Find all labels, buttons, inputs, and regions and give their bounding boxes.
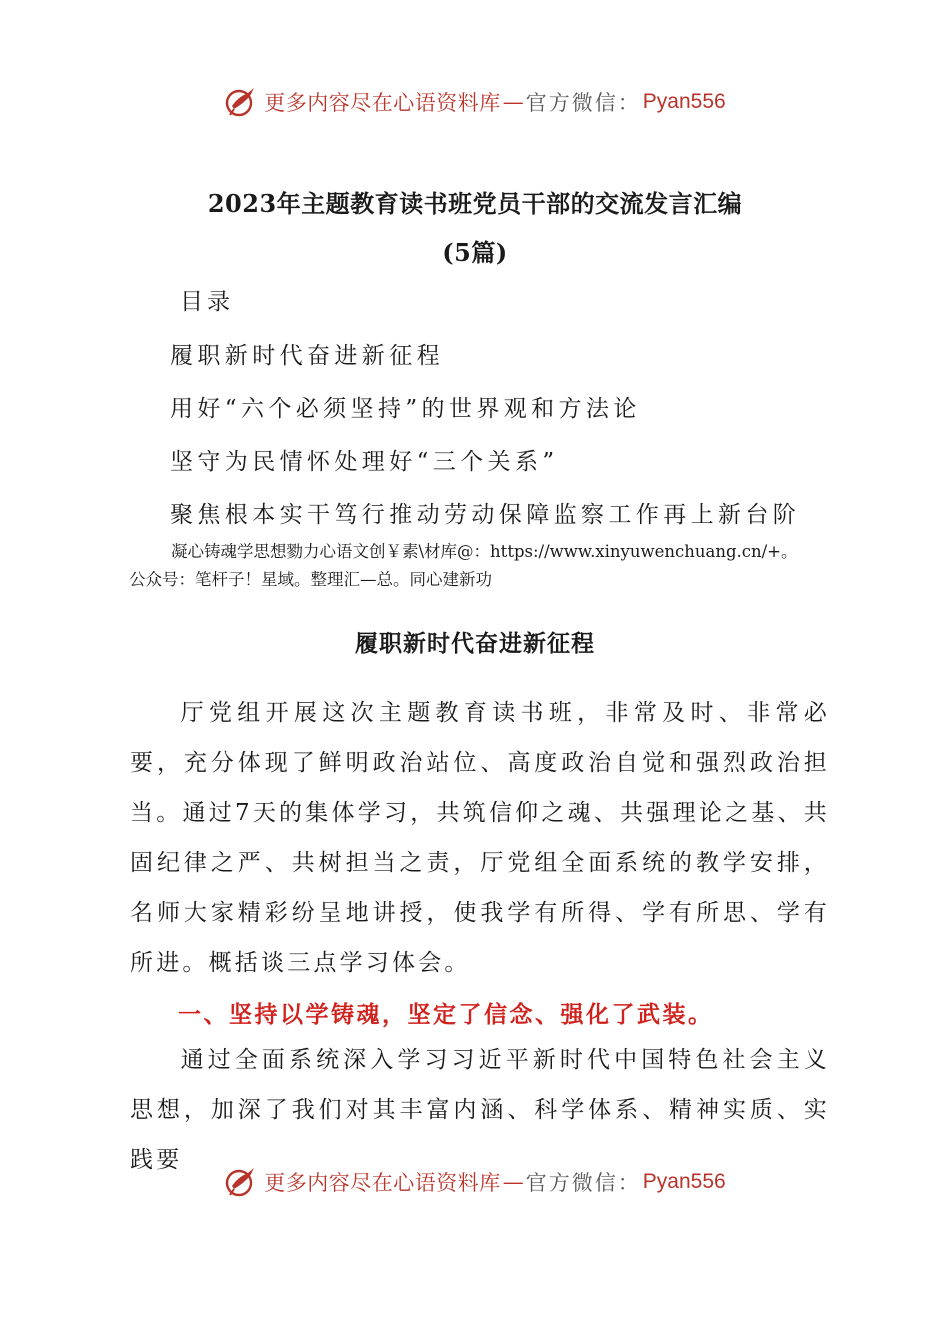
- footer-banner: [0, 1160, 950, 1204]
- section-title: 履职新时代奋进新征程: [355, 630, 595, 657]
- banner-wechat-id: Pyan556: [642, 1170, 726, 1193]
- body-paragraph: 通过全面系统深入学习习近平新时代中国特色社会主义思想，加深了我们对其丰富内涵、科学体系、精神实质、实践要: [130, 1047, 830, 1173]
- toc-item: 履职新时代奋进新征程: [170, 343, 444, 369]
- quill-seal-icon: [224, 1165, 258, 1199]
- toc-item: 聚焦根本实干笃行推动劳动保障监察工作再上新台阶: [170, 502, 801, 528]
- body-paragraph: 厅党组开展这次主题教育读书班，非常及时、非常必要，充分体现了鲜明政治站位、高度政治自觉和强烈政治担当。通过7天的集体学习，共筑信仰之魂、共强理论之基、共固纪律之严、共树担当之责，厅党组全面系统的教学安排，名师大家精彩纷呈地讲授，使我学有所得、学有所思、学有所进。概括谈三点学习体会。: [130, 700, 830, 976]
- source-note-line2: 公众号：笔杆子！星域。整理汇—总。同心建新功: [129, 570, 492, 589]
- toc-label: 目录: [180, 289, 234, 315]
- section-heading: 一、坚持以学铸魂，坚定了信念、强化了武装。: [178, 1001, 714, 1028]
- banner-separator: —: [502, 90, 524, 114]
- banner-separator: —: [502, 1170, 524, 1194]
- header-banner: [0, 80, 950, 124]
- toc-item: 坚守为民情怀处理好“三个关系”: [170, 449, 559, 475]
- banner-gray-text: 官方微信：: [525, 1171, 641, 1195]
- document-subtitle: (5篇): [442, 238, 508, 267]
- source-note-line1: 凝心铸魂学思想勠力心语文创￥素\材库@：https://www.xinyuwenchuang.cn/+。: [171, 542, 798, 561]
- banner-red-text: 更多内容尽在心语资料库: [264, 91, 501, 115]
- toc-item: 用好“六个必须坚持”的世界观和方法论: [170, 396, 641, 422]
- document-title: 2023年主题教育读书班党员干部的交流发言汇编: [207, 189, 743, 218]
- banner-wechat-id: Pyan556: [642, 90, 726, 113]
- quill-seal-icon: [224, 85, 258, 119]
- banner-red-text: 更多内容尽在心语资料库: [264, 1171, 501, 1195]
- banner-gray-text: 官方微信：: [525, 91, 641, 115]
